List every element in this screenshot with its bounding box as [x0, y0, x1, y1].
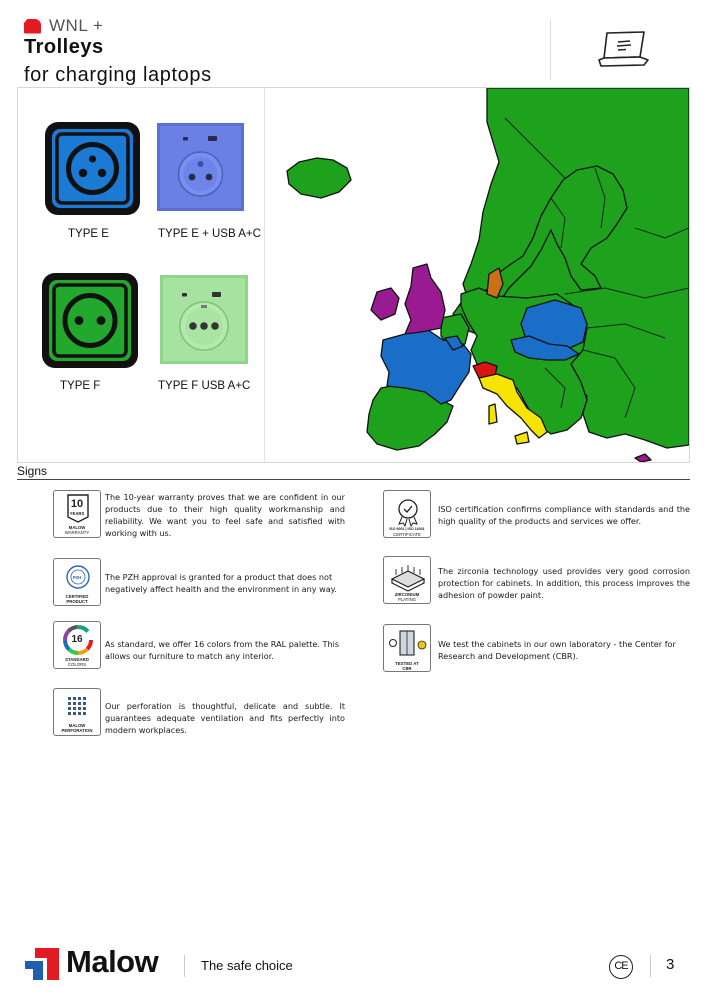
type-e-socket-icon — [43, 120, 142, 217]
great-britain-region — [405, 264, 445, 334]
standard-colors-badge-icon: 16 STANDARD COLORS — [53, 621, 101, 669]
header-divider — [550, 20, 551, 80]
iceland-region — [287, 158, 351, 198]
malow-logo-icon — [25, 948, 59, 980]
cyprus-region — [635, 454, 651, 462]
footer-tagline: The safe choice — [201, 958, 293, 973]
warranty-description: The 10-year warranty proves that we are confident in our products due to their high quality workmanship and reliability. We want you to feel safe and satisfied with working with us. — [105, 492, 345, 538]
type-e-caption: TYPE E — [68, 228, 109, 240]
colors-description: As standard, we offer 16 colors from the RAL palette. This allows our furniture to match any interior. — [105, 639, 340, 661]
europe-plug-type-map — [265, 88, 689, 462]
cbr-description: We test the cabinets in our own laboratory - the Center for Research and Development (CBR). — [438, 639, 676, 661]
type-f-usb-caption: TYPE F USB A+C — [158, 380, 251, 392]
type-f-caption: TYPE F — [60, 380, 101, 392]
zirconium-description: The zirconia technology used provides very good corrosion protection for cabinets. In addition, this process improves the adhesion of powder paint. — [438, 566, 690, 600]
iso-description: ISO certification confirms compliance with standards and the high quality of the products and services we offer. — [438, 504, 690, 526]
type-f-usb-socket-photo — [160, 275, 248, 364]
tested-cbr-badge-icon: TESTED AT CBR — [383, 624, 431, 672]
zirconium-plating-badge-icon: ZIRCONIUM PLATING — [383, 556, 431, 604]
europe-map-graphic — [265, 88, 689, 462]
laptop-icon — [596, 30, 650, 68]
perforation-description: Our perforation is thoughtful, delicate and subtle. It guarantees adequate ventilation and fits perfectly into modern workplaces. — [105, 701, 345, 735]
header-brand — [24, 16, 103, 36]
ireland-region — [371, 288, 399, 320]
ce-mark-icon: CE — [609, 955, 633, 979]
brand-label: WNL + — [49, 16, 104, 35]
iso-certificate-badge-icon: ISO 9001 | ISO 14001 CERTIFICATE — [383, 490, 431, 538]
type-e-usb-caption: TYPE E + USB A+C — [158, 228, 261, 240]
perforation-badge-icon: MALOW PERFORATION — [53, 688, 101, 736]
signs-divider — [17, 479, 690, 480]
type-f-socket-icon — [40, 271, 140, 370]
signs-title: Signs — [17, 464, 48, 478]
brand-logo-mark — [24, 19, 41, 34]
page-title: Trolleys — [24, 36, 104, 58]
sardinia-region — [489, 404, 497, 424]
footer-divider — [184, 955, 185, 977]
sicily-region — [515, 432, 529, 444]
sockets-map-panel — [17, 87, 690, 463]
page-subtitle: for charging laptops — [24, 64, 212, 86]
footer-brand-name: Malow — [66, 944, 159, 979]
footer-divider-2 — [650, 955, 651, 977]
pzh-certified-badge-icon: PZH CERTIFIED PRODUCT — [53, 558, 101, 606]
warranty-badge-icon: 10 YEARS MALOW WARRANTY — [53, 490, 101, 538]
pzh-description: The PZH approval is granted for a product that does not negatively affect health and the environment in any way. — [105, 572, 337, 594]
type-e-usb-socket-photo — [157, 123, 244, 211]
page-number: 3 — [666, 956, 675, 973]
